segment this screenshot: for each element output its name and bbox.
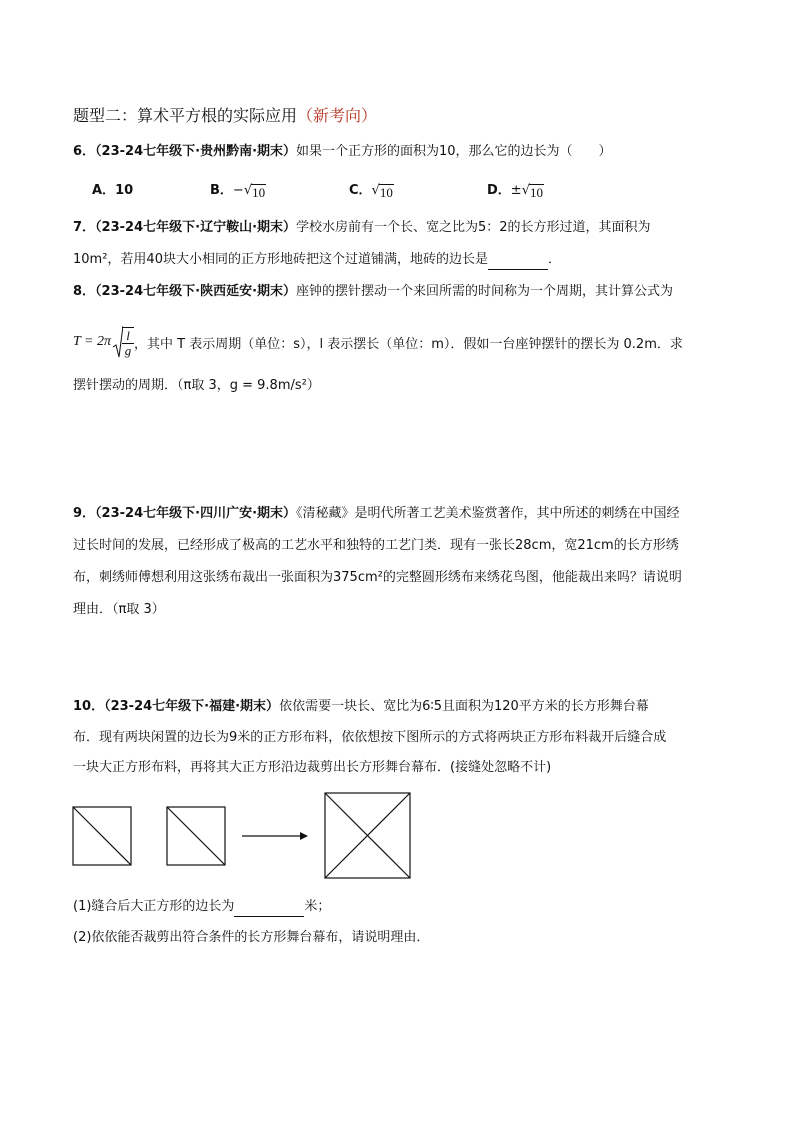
question-6: [73, 142, 612, 162]
question-source: （23-24七年级下·福建·期末）: [104, 699, 280, 714]
question-7-line-1: [73, 218, 651, 238]
section-title: 题型二：算术平方根的实际应用: [73, 106, 298, 125]
question-number: 9．: [73, 506, 96, 521]
question-text: 学校水房前有一个长、宽之比为5：2的长方形过道，其面积为: [296, 220, 651, 235]
question-source: （23-24七年级下·四川广安·期末）: [95, 506, 297, 521]
question-text: 《清秘藏》是明代所著工艺美术鉴赏著作，其中所述的刺绣在中国经: [296, 506, 680, 521]
option-label: B．: [210, 183, 233, 198]
question-text: 依依需要一块长、宽比为6∶5且面积为120平方米的长方形舞台幕: [279, 699, 649, 714]
question-text: 过长时间的发展，已经形成了极高的工艺水平和独特的工艺门类．现有一张长28cm，宽21cm的长方形绣: [73, 538, 679, 553]
option-label: A．: [92, 183, 116, 198]
question-9-line-4: [73, 600, 165, 620]
radicand: 10: [252, 185, 266, 200]
question-number: 7．: [73, 220, 96, 235]
large-square: [325, 793, 410, 878]
sub-question-text-end: 米；: [304, 899, 331, 914]
question-8-line-3: [73, 376, 320, 396]
arrow-right-icon: [242, 832, 308, 840]
option-c[interactable]: [349, 181, 394, 201]
small-square-right: [167, 807, 225, 865]
period-formula-lhs: T = 2π: [73, 334, 111, 349]
radicand: 10: [530, 185, 543, 200]
question-text: 10m²，若用40块大小相同的正方形地砖把这个过道铺满，地砖的边长是: [73, 252, 488, 267]
question-10-sub-2: [73, 928, 429, 948]
question-8-line-1: [73, 282, 673, 302]
answer-blank[interactable]: [488, 255, 548, 270]
question-text: 布，刺绣师傅想利用这张绣布裁出一张面积为375cm²的完整圆形绣布来绣花鸟图，他能裁出来吗？请说明: [73, 570, 682, 585]
sqrt-expression: [522, 182, 544, 200]
radical-sign-icon: √: [521, 183, 530, 198]
question-number: 8．: [73, 284, 96, 299]
option-a[interactable]: [92, 181, 133, 201]
question-text: 布．现有两块闲置的边长为9米的正方形布料，依依想按下图所示的方式将两块正方形布料裁开后缝合成: [73, 730, 667, 745]
question-7-line-2: [73, 250, 561, 270]
question-source: （23-24七年级下·辽宁鞍山·期末）: [95, 220, 297, 235]
radicand: 10: [379, 185, 393, 200]
question-8-line-2: [73, 322, 683, 362]
question-text: 座钟的摆针摆动一个来回所需的时间称为一个周期，其计算公式为: [296, 284, 674, 299]
option-sign: ±: [510, 183, 522, 198]
option-value: 10: [115, 183, 134, 198]
option-d[interactable]: [487, 181, 544, 201]
option-b[interactable]: [210, 181, 266, 201]
question-number: 6．: [73, 144, 96, 159]
fraction: [122, 327, 134, 358]
sub-question-text: (1)缝合后大正方形的边长为: [73, 899, 235, 914]
sub-question-text: (2)依依能否裁剪出符合条件的长方形舞台幕布，请说明理由．: [73, 930, 430, 945]
option-label: D．: [487, 183, 511, 198]
question-9-line-3: [73, 568, 682, 588]
sqrt-expression: [113, 325, 134, 359]
question-9-line-2: [73, 536, 679, 556]
question-10-line-1: [73, 697, 649, 717]
answer-blank[interactable]: [234, 902, 304, 917]
question-source: （23-24七年级下·陕西延安·期末）: [95, 284, 297, 299]
question-10-sub-1: [73, 897, 330, 917]
radical-sign-icon: √: [371, 183, 380, 198]
question-10-line-2: [73, 728, 666, 748]
fabric-cutting-diagram: [70, 790, 415, 882]
question-text-end: ．: [547, 252, 561, 267]
question-text: ，其中 T 表示周期（单位：s），l 表示摆长（单位：m）．假如一台座钟摆针的摆长为 0.2m．求: [134, 336, 683, 352]
section-tag: （新考向）: [297, 106, 378, 125]
small-square-left: [73, 807, 131, 865]
sqrt-expression: [372, 182, 394, 200]
radical-sign-icon: √: [243, 183, 253, 198]
question-text: 一块大正方形布料，再将其大正方形沿边裁剪出长方形舞台幕布．(接缝处忽略不计): [73, 760, 552, 775]
question-source: （23-24七年级下·贵州黔南·期末）: [95, 144, 297, 159]
question-9-line-1: [73, 504, 680, 524]
question-number: 10．: [73, 699, 105, 714]
question-10-line-3: [73, 758, 551, 778]
question-text: 如果一个正方形的面积为10，那么它的边长为（ ）: [296, 144, 612, 159]
option-label: C．: [349, 183, 372, 198]
section-heading: [73, 104, 377, 128]
sqrt-expression: [244, 182, 266, 200]
fraction-denominator: g: [124, 342, 132, 358]
question-text: 摆针摆动的周期．（π取 3，g = 9.8m/s²）: [73, 378, 320, 393]
option-sign: −: [232, 183, 244, 198]
fraction-numerator: l: [126, 327, 130, 343]
question-text: 理由．（π取 3）: [73, 602, 165, 617]
